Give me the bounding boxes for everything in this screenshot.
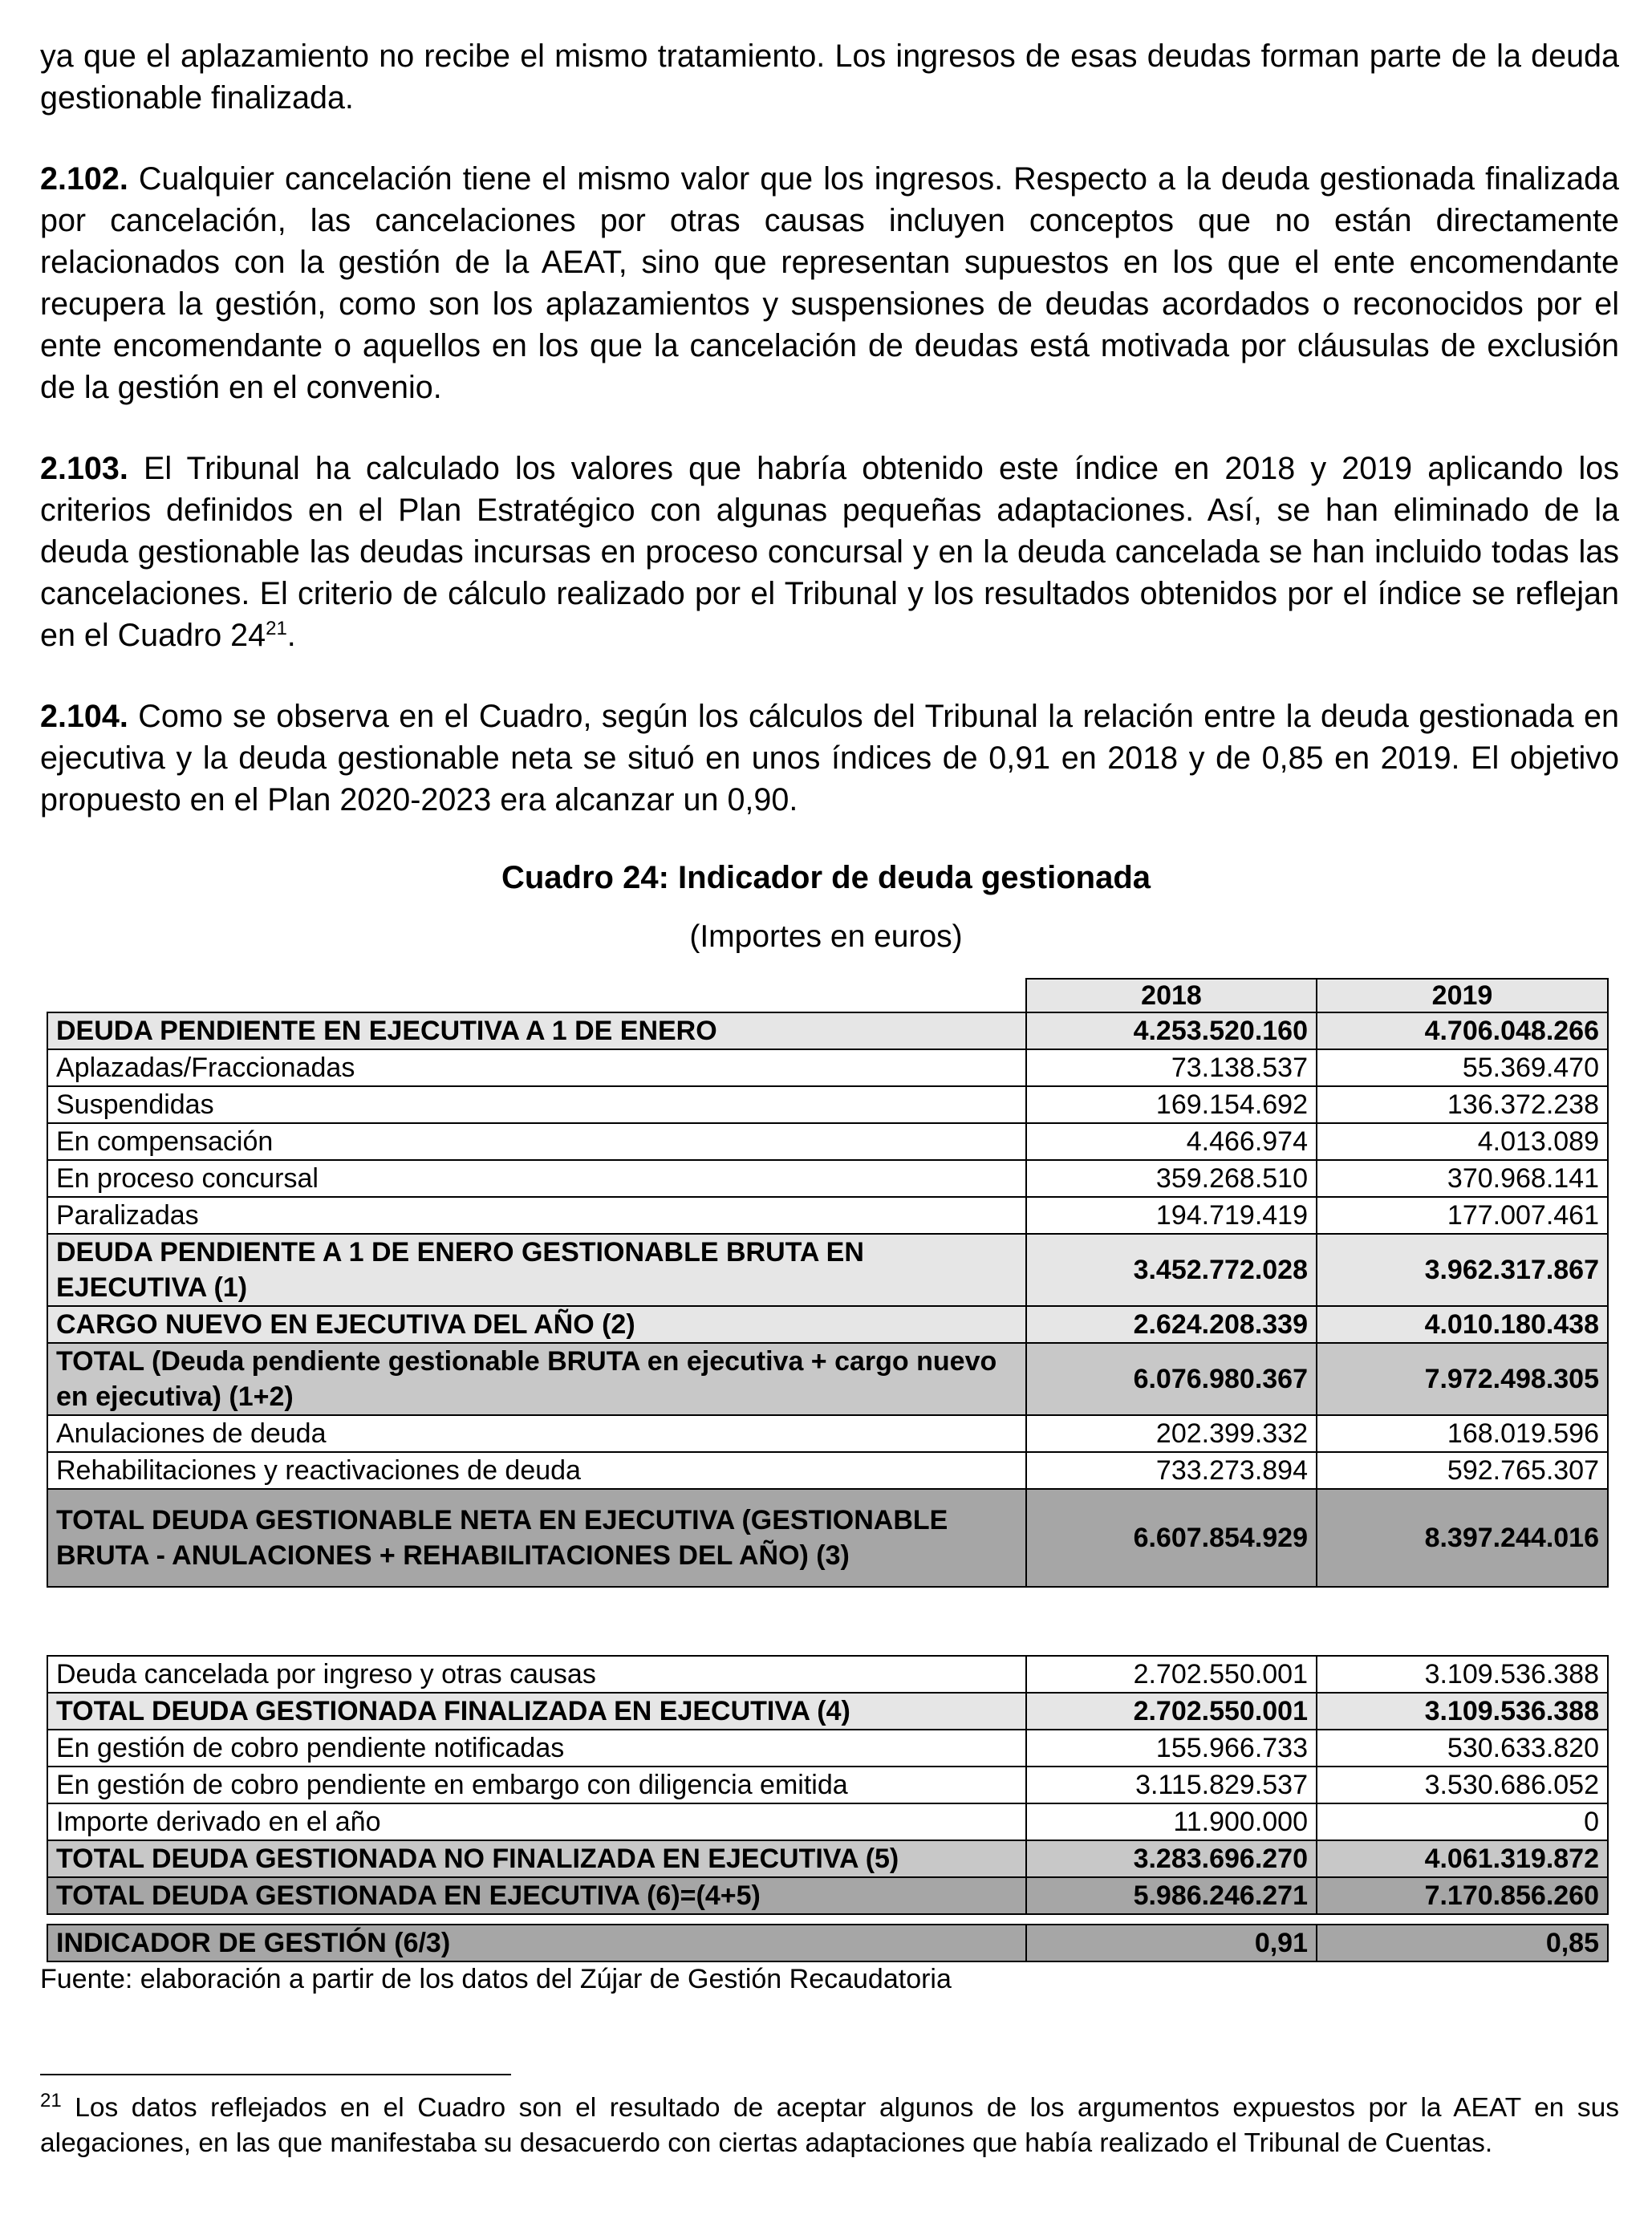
value-2018: 359.268.510 [1026, 1160, 1317, 1197]
table-row [47, 1803, 1608, 1840]
table-row [47, 1693, 1608, 1730]
row-label: DEUDA PENDIENTE EN EJECUTIVA A 1 DE ENERO [47, 1012, 1026, 1049]
table-row [47, 1306, 1608, 1343]
value-2019: 136.372.238 [1317, 1086, 1608, 1123]
table-row [47, 1415, 1608, 1452]
value-2019: 3.530.686.052 [1317, 1767, 1608, 1803]
table-row [47, 1123, 1608, 1160]
table-row [47, 1925, 1608, 1961]
value-2018: 4.253.520.160 [1026, 1012, 1317, 1049]
row-label: Paralizadas [47, 1197, 1026, 1234]
value-2018: 733.273.894 [1026, 1452, 1317, 1489]
table-row [47, 1086, 1608, 1123]
value-2019: 4.013.089 [1317, 1123, 1608, 1160]
table-row [47, 1049, 1608, 1086]
value-2019: 4.706.048.266 [1317, 1012, 1608, 1049]
value-2019: 0 [1317, 1803, 1608, 1840]
value-2018: 6.607.854.929 [1026, 1489, 1317, 1587]
table-title: Cuadro 24: Indicador de deuda gestionada [501, 860, 1151, 895]
header-blank-cell [47, 979, 1026, 1012]
value-2018: 2.702.550.001 [1026, 1656, 1317, 1693]
paragraph-number: 2.104. [40, 699, 128, 734]
paragraph-number: 2.102. [40, 161, 128, 197]
row-label: DEUDA PENDIENTE A 1 DE ENERO GESTIONABLE BRUTA EN EJECUTIVA (1) [47, 1234, 1026, 1306]
paragraph-end: . [286, 618, 296, 653]
row-label: En gestión de cobro pendiente notificadas [47, 1730, 1026, 1767]
value-2018: 194.719.419 [1026, 1197, 1317, 1234]
table-row [47, 1343, 1608, 1415]
value-2019: 168.019.596 [1317, 1415, 1608, 1452]
value-2019: 370.968.141 [1317, 1160, 1608, 1197]
row-label: TOTAL DEUDA GESTIONABLE NETA EN EJECUTIVA (GESTIONABLE BRUTA - ANULACIONES + REHABILITACIONES DEL AÑO) (3) [47, 1489, 1026, 1587]
value-2019: 3.962.317.867 [1317, 1234, 1608, 1306]
row-label: Suspendidas [47, 1086, 1026, 1123]
row-label: TOTAL (Deuda pendiente gestionable BRUTA en ejecutiva + cargo nuevo en ejecutiva) (1+2) [47, 1343, 1026, 1415]
value-2018: 4.466.974 [1026, 1123, 1317, 1160]
value-2018: 155.966.733 [1026, 1730, 1317, 1767]
value-2019: 3.109.536.388 [1317, 1693, 1608, 1730]
value-2019: 4.061.319.872 [1317, 1840, 1608, 1877]
paragraph-2-103 [40, 448, 1619, 656]
row-label: Rehabilitaciones y reactivaciones de deuda [47, 1452, 1026, 1489]
value-2019: 530.633.820 [1317, 1730, 1608, 1767]
value-2019: 3.109.536.388 [1317, 1656, 1608, 1693]
table-subtitle: (Importes en euros) [689, 919, 963, 954]
paragraph-text: El Tribunal ha calculado los valores que habría obtenido este índice en 2018 y 2019 aplicando los criterios definidos en el Plan Estratégico con algunas pequeñas adaptaciones. Así, se han eliminado de la deuda gestionable las deudas incursas en proceso concursal y en la deuda cancelada se han incluido todas las cancelaciones. El criterio de cálculo realizado por el Tribunal y los resultados obtenidos por el índice se reflejan en el Cuadro 24 [40, 451, 1619, 653]
value-2019: 4.010.180.438 [1317, 1306, 1608, 1343]
value-2018: 5.986.246.271 [1026, 1877, 1317, 1914]
row-label: En gestión de cobro pendiente en embargo con diligencia emitida [47, 1767, 1026, 1803]
table-row [47, 1012, 1608, 1049]
value-2018: 3.452.772.028 [1026, 1234, 1317, 1306]
value-2018: 2.624.208.339 [1026, 1306, 1317, 1343]
value-2018: 202.399.332 [1026, 1415, 1317, 1452]
table-row [47, 1877, 1608, 1914]
value-2018: 73.138.537 [1026, 1049, 1317, 1086]
value-2019: 7.972.498.305 [1317, 1343, 1608, 1415]
table-section-gestionable [47, 978, 1609, 1588]
table-section-indicador [47, 1924, 1609, 1962]
row-label: En proceso concursal [47, 1160, 1026, 1197]
table-row [47, 1840, 1608, 1877]
paragraph-text: Como se observa en el Cuadro, según los cálculos del Tribunal la relación entre la deuda gestionada en ejecutiva y la deuda gestionable neta se situó en unos índices de 0,91 en 2018 y de 0,85 en 2019. El objetivo propuesto en el Plan 2020-2023 era alcanzar un 0,90. [40, 699, 1619, 817]
value-2018: 3.283.696.270 [1026, 1840, 1317, 1877]
paragraph-continuation [40, 35, 1619, 119]
paragraph-text: ya que el aplazamiento no recibe el mismo tratamiento. Los ingresos de esas deudas forman parte de la deuda gestionable finalizada. [40, 39, 1619, 116]
paragraph-number: 2.103. [40, 451, 128, 486]
footnote-separator [40, 2074, 511, 2075]
row-label: CARGO NUEVO EN EJECUTIVA DEL AÑO (2) [47, 1306, 1026, 1343]
table-row [47, 1656, 1608, 1693]
value-2018: 169.154.692 [1026, 1086, 1317, 1123]
row-label: Anulaciones de deuda [47, 1415, 1026, 1452]
row-label: Importe derivado en el año [47, 1803, 1026, 1840]
row-label: INDICADOR DE GESTIÓN (6/3) [47, 1925, 1026, 1961]
table-row [47, 1452, 1608, 1489]
value-2018: 6.076.980.367 [1026, 1343, 1317, 1415]
table-row [47, 1160, 1608, 1197]
value-2019: 8.397.244.016 [1317, 1489, 1608, 1587]
row-label: TOTAL DEUDA GESTIONADA EN EJECUTIVA (6)=(4+5) [47, 1877, 1026, 1914]
footnote [40, 2091, 1619, 2161]
paragraph-2-102 [40, 158, 1619, 408]
row-label: Deuda cancelada por ingreso y otras causas [47, 1656, 1026, 1693]
value-2018: 11.900.000 [1026, 1803, 1317, 1840]
table-row [47, 1197, 1608, 1234]
value-2018: 0,91 [1026, 1925, 1317, 1961]
paragraph-2-104 [40, 696, 1619, 821]
column-header-2019: 2019 [1317, 979, 1608, 1012]
table-source-note: Fuente: elaboración a partir de los datos del Zújar de Gestión Recaudatoria [40, 1964, 952, 1994]
row-label: TOTAL DEUDA GESTIONADA NO FINALIZADA EN EJECUTIVA (5) [47, 1840, 1026, 1877]
row-label: TOTAL DEUDA GESTIONADA FINALIZADA EN EJECUTIVA (4) [47, 1693, 1026, 1730]
row-label: Aplazadas/Fraccionadas [47, 1049, 1026, 1086]
table-header-row [47, 979, 1608, 1012]
table-row [47, 1767, 1608, 1803]
value-2018: 3.115.829.537 [1026, 1767, 1317, 1803]
value-2019: 592.765.307 [1317, 1452, 1608, 1489]
table-row [47, 1234, 1608, 1306]
value-2019: 0,85 [1317, 1925, 1608, 1961]
footnote-text: Los datos reflejados en el Cuadro son el resultado de aceptar algunos de los argumentos expuestos por la AEAT en sus alegaciones, en las que manifestaba su desacuerdo con ciertas adaptaciones que había realizado el Tribunal de Cuentas. [40, 2093, 1619, 2158]
footnote-number: 21 [40, 2089, 62, 2111]
value-2018: 2.702.550.001 [1026, 1693, 1317, 1730]
column-header-2018: 2018 [1026, 979, 1317, 1012]
footnote-reference[interactable]: 21 [266, 617, 287, 639]
table-row [47, 1489, 1608, 1587]
paragraph-text: Cualquier cancelación tiene el mismo valor que los ingresos. Respecto a la deuda gestionada finalizada por cancelación, las cancelaciones por otras causas incluyen conceptos que no están directamente relacionados con la gestión de la AEAT, sino que representan supuestos en los que el ente encomendante recupera la gestión, como son los aplazamientos y suspensiones de deudas acordados o reconocidos por el ente encomendante o aquellos en los que la cancelación de deudas está motivada por cláusulas de exclusión de la gestión en el convenio. [40, 161, 1619, 405]
value-2019: 177.007.461 [1317, 1197, 1608, 1234]
value-2019: 55.369.470 [1317, 1049, 1608, 1086]
row-label: En compensación [47, 1123, 1026, 1160]
table-row [47, 1730, 1608, 1767]
body-text [40, 35, 1619, 860]
value-2019: 7.170.856.260 [1317, 1877, 1608, 1914]
table-section-gestionada [47, 1655, 1609, 1915]
